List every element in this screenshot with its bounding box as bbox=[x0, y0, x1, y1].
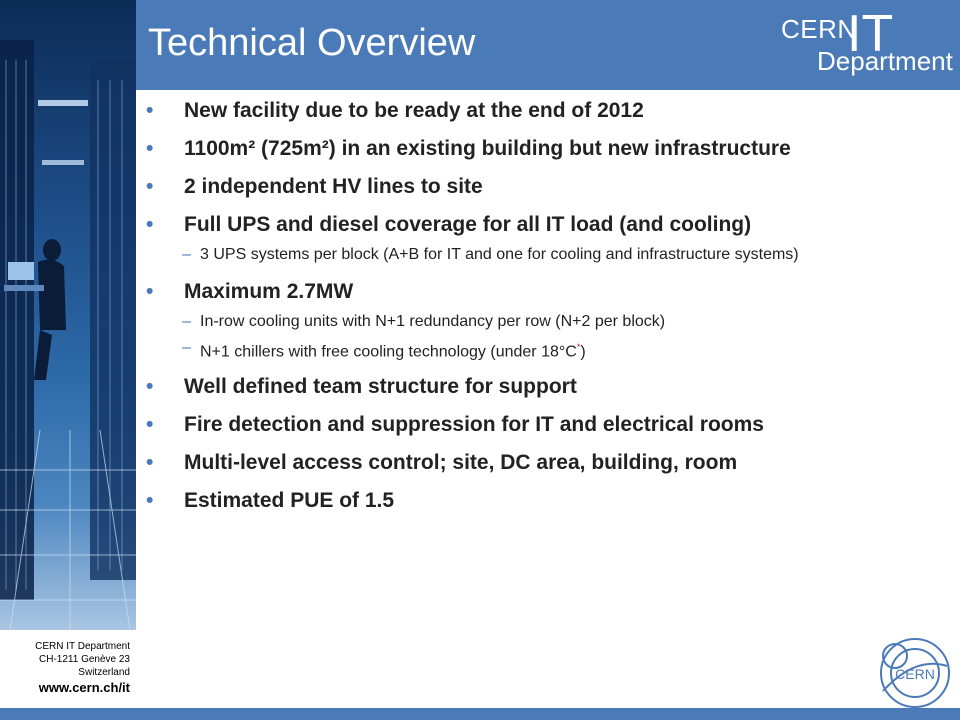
sub-bullet-item bbox=[144, 244, 934, 265]
bullet-text: Estimated PUE of 1.5 bbox=[184, 489, 395, 513]
footer-line: CERN IT Department bbox=[35, 641, 130, 652]
bullet-item bbox=[144, 212, 934, 238]
bullet-text: Fire detection and suppression for IT and electrical rooms bbox=[184, 413, 764, 437]
footer-address bbox=[0, 640, 130, 694]
bullet-item bbox=[144, 279, 934, 305]
cern-logo-text: CERN bbox=[895, 666, 935, 682]
footnote-asterisk: * bbox=[576, 342, 581, 352]
slide-title: Technical Overview bbox=[148, 22, 476, 64]
bullet-text: Maximum 2.7MW bbox=[184, 280, 354, 303]
bullet-marker: • bbox=[146, 375, 154, 399]
bullet-item bbox=[144, 136, 934, 162]
bullet-marker: • bbox=[146, 413, 154, 437]
datacenter-photo bbox=[0, 0, 136, 630]
bullet-marker: • bbox=[146, 451, 154, 475]
cern-it-department-logo bbox=[761, 6, 960, 86]
bullet-item bbox=[144, 450, 934, 476]
sub-bullet-text: 3 UPS systems per block (A+B for IT and one for cooling and infrastructure systems) bbox=[200, 246, 799, 263]
footer-url-link[interactable]: www.cern.ch/it bbox=[38, 680, 130, 695]
bullet-list bbox=[144, 96, 934, 514]
logo-cern-text: CERN bbox=[781, 14, 857, 44]
bullet-text: Well defined team structure for support bbox=[184, 375, 577, 399]
bullet-marker: • bbox=[146, 280, 154, 303]
bullet-text: New facility due to be ready at the end of 2012 bbox=[184, 99, 644, 122]
bullet-marker: • bbox=[146, 489, 154, 513]
bullet-marker: • bbox=[146, 175, 154, 198]
footer-line: CH-1211 Genève 23 bbox=[39, 654, 130, 665]
bullet-text: 2 independent HV lines to site bbox=[184, 175, 483, 198]
cern-logo bbox=[878, 636, 952, 710]
sub-bullet-text: In-row cooling units with N+1 redundancy per row (N+2 per block) bbox=[200, 313, 666, 330]
bullet-marker: • bbox=[146, 137, 154, 160]
sub-bullet-item bbox=[144, 311, 934, 332]
footer-bar bbox=[0, 708, 960, 720]
bullet-item bbox=[144, 174, 934, 200]
logo-it-text: IT bbox=[847, 5, 894, 63]
bullet-item bbox=[144, 374, 934, 400]
sub-bullet-item bbox=[144, 337, 934, 362]
footer-line: Switzerland bbox=[78, 667, 130, 678]
title-band bbox=[136, 0, 960, 90]
sub-bullet-marker: – bbox=[182, 246, 191, 263]
bullet-marker: • bbox=[146, 99, 154, 122]
bullet-item bbox=[144, 412, 934, 438]
sub-bullet-tail: ) bbox=[580, 343, 586, 361]
bullet-text: Full UPS and diesel coverage for all IT load (and cooling) bbox=[184, 213, 752, 236]
logo-department-text: Department bbox=[817, 46, 953, 76]
bullet-item bbox=[144, 488, 934, 514]
sub-bullet-text: N+1 chillers with free cooling technology (under 18°C bbox=[200, 343, 577, 361]
bullet-marker: • bbox=[146, 213, 154, 236]
bullet-item bbox=[144, 98, 934, 124]
bullet-text: 1100m² (725m²) in an existing building but new infrastructure bbox=[184, 137, 791, 160]
sub-bullet-marker: – bbox=[182, 339, 191, 356]
bullet-text: Multi-level access control; site, DC area, building, room bbox=[184, 451, 738, 475]
sub-bullet-marker: – bbox=[182, 313, 191, 330]
